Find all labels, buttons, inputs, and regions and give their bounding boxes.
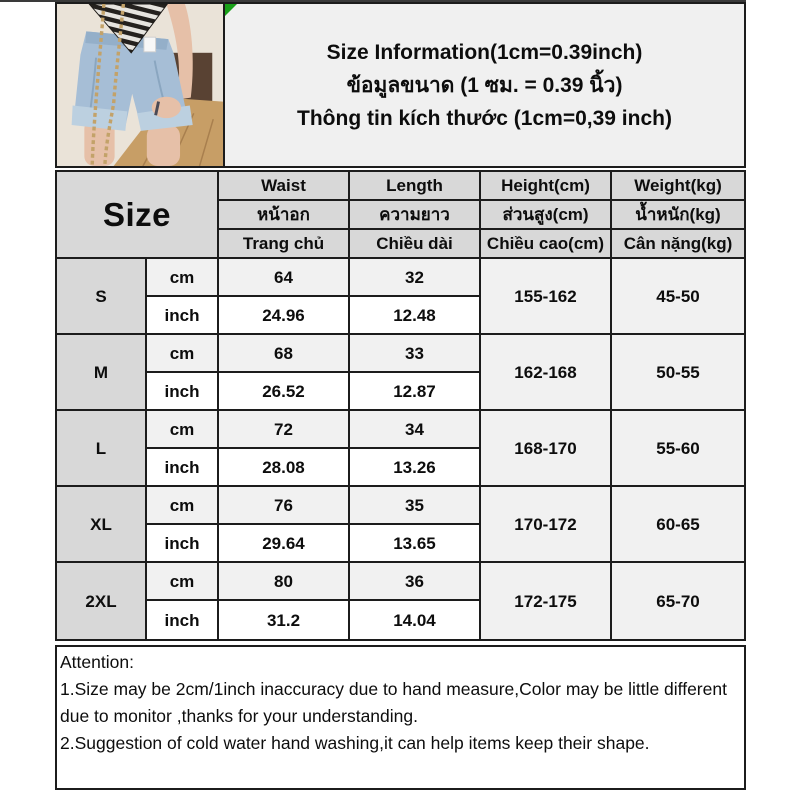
col-header-length-en: Length bbox=[350, 172, 481, 201]
size-label-M: M bbox=[57, 335, 147, 411]
col-header-length-vi: Chiều dài bbox=[350, 230, 481, 259]
page-title-th: ข้อมูลขนาด (1 ซม. = 0.39 นิ้ว) bbox=[346, 73, 623, 97]
waist-inch-S: 24.96 bbox=[219, 297, 350, 335]
unit-cm-L: cm bbox=[147, 411, 219, 449]
height-range-XL: 170-172 bbox=[481, 487, 612, 563]
waist-inch-M: 26.52 bbox=[219, 373, 350, 411]
unit-inch-XL: inch bbox=[147, 525, 219, 563]
unit-inch-2XL: inch bbox=[147, 601, 219, 639]
height-range-L: 168-170 bbox=[481, 411, 612, 487]
height-range-M: 162-168 bbox=[481, 335, 612, 411]
page-title-en: Size Information(1cm=0.39inch) bbox=[326, 40, 643, 64]
col-header-weight-vi: Cân nặng(kg) bbox=[612, 230, 744, 259]
length-cm-S: 32 bbox=[350, 259, 481, 297]
weight-range-M: 50-55 bbox=[612, 335, 744, 411]
waist-cm-L: 72 bbox=[219, 411, 350, 449]
weight-range-XL: 60-65 bbox=[612, 487, 744, 563]
waist-cm-2XL: 80 bbox=[219, 563, 350, 601]
product-photo bbox=[55, 2, 225, 168]
col-header-weight-en: Weight(kg) bbox=[612, 172, 744, 201]
attention-heading: Attention: bbox=[60, 652, 134, 672]
attention-box bbox=[55, 645, 746, 790]
unit-cm-S: cm bbox=[147, 259, 219, 297]
length-cm-XL: 35 bbox=[350, 487, 481, 525]
length-cm-2XL: 36 bbox=[350, 563, 481, 601]
attention-line-2: 2.Suggestion of cold water hand washing,it can help items keep their shape. bbox=[60, 733, 650, 753]
waist-cm-XL: 76 bbox=[219, 487, 350, 525]
size-label-2XL: 2XL bbox=[57, 563, 147, 639]
unit-cm-M: cm bbox=[147, 335, 219, 373]
col-header-height-en: Height(cm) bbox=[481, 172, 612, 201]
col-header-weight-th: น้ำหนัก(kg) bbox=[612, 201, 744, 230]
col-header-length-th: ความยาว bbox=[350, 201, 481, 230]
attention-line-1: 1.Size may be 2cm/1inch inaccuracy due to hand measure,Color may be little different due to monitor ,thanks for your understanding. bbox=[60, 679, 727, 726]
size-label-L: L bbox=[57, 411, 147, 487]
length-inch-M: 12.87 bbox=[350, 373, 481, 411]
length-inch-2XL: 14.04 bbox=[350, 601, 481, 639]
page-title-vi: Thông tin kích thước (1cm=0,39 inch) bbox=[297, 106, 672, 130]
waist-cm-S: 64 bbox=[219, 259, 350, 297]
unit-cm-XL: cm bbox=[147, 487, 219, 525]
col-header-waist-en: Waist bbox=[219, 172, 350, 201]
length-cm-M: 33 bbox=[350, 335, 481, 373]
length-inch-S: 12.48 bbox=[350, 297, 481, 335]
waist-inch-L: 28.08 bbox=[219, 449, 350, 487]
size-table bbox=[55, 170, 746, 641]
col-header-height-th: ส่วนสูง(cm) bbox=[481, 201, 612, 230]
size-label-XL: XL bbox=[57, 487, 147, 563]
product-photo-illustration bbox=[57, 4, 223, 166]
height-range-2XL: 172-175 bbox=[481, 563, 612, 639]
title-box bbox=[225, 2, 746, 168]
unit-inch-L: inch bbox=[147, 449, 219, 487]
unit-inch-S: inch bbox=[147, 297, 219, 335]
weight-range-2XL: 65-70 bbox=[612, 563, 744, 639]
green-corner-marker-icon bbox=[225, 4, 237, 16]
col-header-height-vi: Chiều cao(cm) bbox=[481, 230, 612, 259]
col-header-waist-vi: Trang chủ bbox=[219, 230, 350, 259]
waist-inch-XL: 29.64 bbox=[219, 525, 350, 563]
size-corner-header: Size bbox=[57, 172, 219, 259]
length-inch-XL: 13.65 bbox=[350, 525, 481, 563]
length-inch-L: 13.26 bbox=[350, 449, 481, 487]
waist-cm-M: 68 bbox=[219, 335, 350, 373]
size-label-S: S bbox=[57, 259, 147, 335]
col-header-waist-th: หน้าอก bbox=[219, 201, 350, 230]
waist-inch-2XL: 31.2 bbox=[219, 601, 350, 639]
height-range-S: 155-162 bbox=[481, 259, 612, 335]
top-row bbox=[55, 2, 746, 168]
unit-inch-M: inch bbox=[147, 373, 219, 411]
weight-range-L: 55-60 bbox=[612, 411, 744, 487]
length-cm-L: 34 bbox=[350, 411, 481, 449]
weight-range-S: 45-50 bbox=[612, 259, 744, 335]
unit-cm-2XL: cm bbox=[147, 563, 219, 601]
